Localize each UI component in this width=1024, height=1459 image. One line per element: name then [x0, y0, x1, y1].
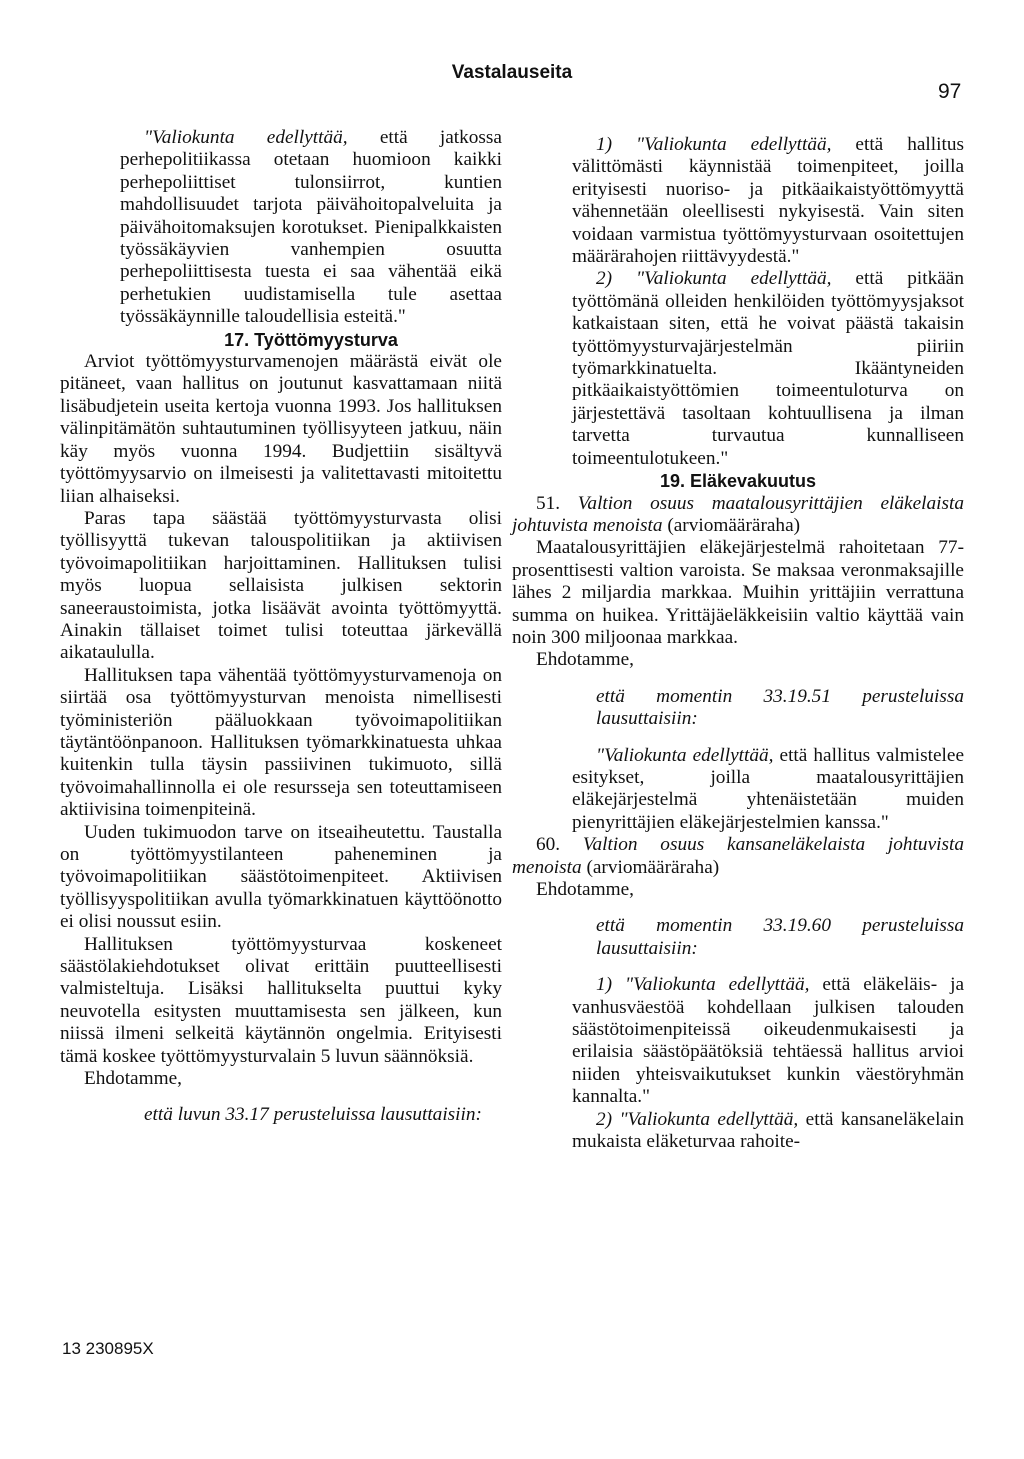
- proposal-intro: Ehdotamme,: [536, 649, 634, 671]
- item-number: 60.: [536, 834, 561, 856]
- proposal-intro: Ehdotamme,: [536, 879, 634, 900]
- item-title: Valtion osuus maatalousyrittäjien eläkelaista johtuvista menoista: [512, 492, 964, 536]
- proposal-em: että momentin 33.19.51 perusteluissa lausuttaisiin:: [596, 685, 964, 730]
- quote-lead: "Valiokunta edellyttää,: [625, 974, 810, 996]
- item-51: [512, 493, 964, 538]
- item-suffix: (arviomääräraha): [581, 856, 720, 878]
- page-number: 97: [938, 80, 962, 103]
- proposal-em: että momentin 33.19.60 perusteluissa lausuttaisiin:: [596, 915, 964, 959]
- quote-body: että eläkeläis- ja vanhusväestöä kohdellaan julkisen talouden säästötoimenpiteissä oikeudenmukaisesti ja erilaisia säästöpäätöksiä tehtäessä hallitus arvioi niiden yhteisvaikutukset kunkin väestöryhmän kannalta.": [572, 974, 965, 1108]
- quote-60-1: [512, 974, 964, 1108]
- quote-lead: "Valiokunta edellyttää,: [144, 127, 348, 148]
- quote-item-2: [512, 268, 964, 470]
- quote-lead: "Valiokunta edellyttää,: [596, 744, 774, 766]
- item-number: 1): [596, 134, 613, 155]
- section-19-heading: 19. Eläkevakuutus: [659, 471, 817, 492]
- quote-lead: "Valiokunta edellyttää,: [636, 134, 832, 155]
- quote-body: että jatkossa perhepolitiikassa otetaan huomioon kaikki perhepoliittiset tulonsiirrot, kuntien mahdollisuudet tarjota päivähoitopalveluita ja päivähoitomaksujen korotukset. Pienipalkkaisten työssäkäyvien vanhempien osuutta perhepoliittisesta tuesta ei saa vähentää eikä perhetukien uudistamisella tule asettaa työssäkäynnille taloudellisia esteitä.": [120, 127, 502, 328]
- quote-51: [512, 745, 964, 835]
- quote-paragraph: [60, 127, 502, 329]
- item-number: 1): [596, 974, 613, 996]
- quote-body: että hallitus välittömästi käynnistää toimenpiteet, joilla erityisesti nuoriso- ja pitkäaikaistyöttömyyttä vähennetään oleellisesti nykyisestä. Vain siten voidaan varmistua työttömyysturvaan osoitettujen määrärahojen riittävyydestä.": [572, 134, 964, 268]
- item-title: Valtion osuus kansaneläkelaista johtuvista menoista: [512, 834, 964, 878]
- item-60: [512, 834, 964, 879]
- proposal-em: että luvun 33.17 perusteluissa lausuttaisiin:: [144, 1104, 482, 1126]
- right-column: [512, 134, 964, 1153]
- quote-lead: "Valiokunta edellyttää,: [636, 268, 832, 290]
- quote-body: että pitkään työttömänä olleiden henkilöiden työttömyysjaksot katkaistaan siten, että he voivat päästä takaisin työttömyysturvajärjestelmän piiriin työmarkkinatuelta. Ikääntyneiden pitkäaikaistyöttömien toimeentuloturva on järjestettävä tasoltaan kohtuullisena ja ilman tarvetta turvautua kunnalliseen toimeentulotukeen.": [572, 268, 964, 469]
- item-number: 2): [596, 268, 613, 290]
- body-paragraph: Hallituksen työttömyysturvaa koskeneet säästölakiehdotukset olivat erittäin puutteellisesti valmisteltuja. Lisäksi hallitukselta puuttui kyky neuvotella esitysten muuttamisesta sen jälkeen, kun niissä ilmeni selkeitä käytännön ongelmia. Erityisesti tämä koskee työttömyysturvalain 5 luvun säännöksiä.: [60, 933, 502, 1067]
- left-column: [60, 127, 502, 1141]
- quote-item-1: [512, 134, 964, 268]
- item-number: 2): [596, 1108, 613, 1130]
- running-title: Vastalauseita: [451, 62, 573, 83]
- item-number: 51.: [536, 492, 561, 514]
- quote-body: että hallitus valmistelee esitykset, joilla maatalousyrittäjien eläkejärjestelmä yhtenäistetään muiden pienyrittäjien eläkejärjestelmien kanssa.": [572, 744, 964, 833]
- section-17-heading: 17. Työttömyysturva: [224, 329, 398, 350]
- body-paragraph: Arviot työttömyysturvamenojen määrästä eivät ole pitäneet, vaan hallitus on joutunut kasvattamaan niitä lisäbudjetein useita kertoja vuonna 1993. Jos hallituksen välinpitämätön suhtautuminen työllisyyteen jatkuu, näin käy myös vuonna 1994. Budjettiin sisältyvä työttömyysarvio on ilmeisesti ja valitettavasti mitoitettu liian alhaiseksi.: [60, 351, 502, 507]
- footer-print-code: 13 230895X: [62, 1339, 154, 1358]
- proposal-text: [512, 686, 964, 731]
- item-suffix: (arviomääräraha): [662, 514, 801, 536]
- proposal-text: [60, 1104, 502, 1126]
- quote-lead: "Valiokunta edellyttää,: [619, 1108, 799, 1130]
- quote-body: että kansaneläkelain mukaista eläketurvaa rahoite-: [572, 1108, 964, 1153]
- body-paragraph: Hallituksen tapa vähentää työttömyysturvamenoja on siirtää osa työttömyysturvan menoista nimellisesti työministeriön pääluokkaan työvoimapolitiikan täytäntöönpanoon. Hallituksen työmarkkinatuesta uhkaa kuitenkin tulla täysin passiivinen tukimuoto, sillä työvoimahallinnolla ei ole resursseja sen toteuttamiseen aktiivisina toimenpiteinä.: [60, 664, 502, 821]
- proposal-intro: Ehdotamme,: [84, 1068, 182, 1090]
- body-paragraph: Uuden tukimuodon tarve on itseaiheutettu. Taustalla on työttömyystilanteen paheneminen ja työvoimapolitiikan säästötoimenpiteet. Aktiivisen työllisyyspolitiikan avulla työmarkkinatuen käyttöönotto ei olisi noussut esiin.: [60, 821, 502, 933]
- quote-60-2: [512, 1109, 964, 1154]
- body-paragraph: Maatalousyrittäjien eläkejärjestelmä rahoitetaan 77-prosenttisesti valtion varoista. Se maksaa veronmaksajille lähes 2 miljardia markkaa. Muihin yrittäjiin verrattuna summa on huikea. Yrittäjäeläkkeisiin valtio käyttää vain noin 300 miljoonaa markkaa.: [512, 537, 964, 648]
- body-paragraph: Paras tapa säästää työttömyysturvasta olisi työllisyyttä tukevan talouspolitiikan ja aktiivisen työvoimapolitiikan harjoittaminen. Hallituksen tulisi myös luopua sellaisista julkisen sektorin saneeraustoimista, jotka lisäävät avointa työttömyyttä. Ainakin tällaiset toimet tulisi toteuttaa järkevällä aikataululla.: [60, 507, 502, 664]
- proposal-text: [512, 915, 964, 960]
